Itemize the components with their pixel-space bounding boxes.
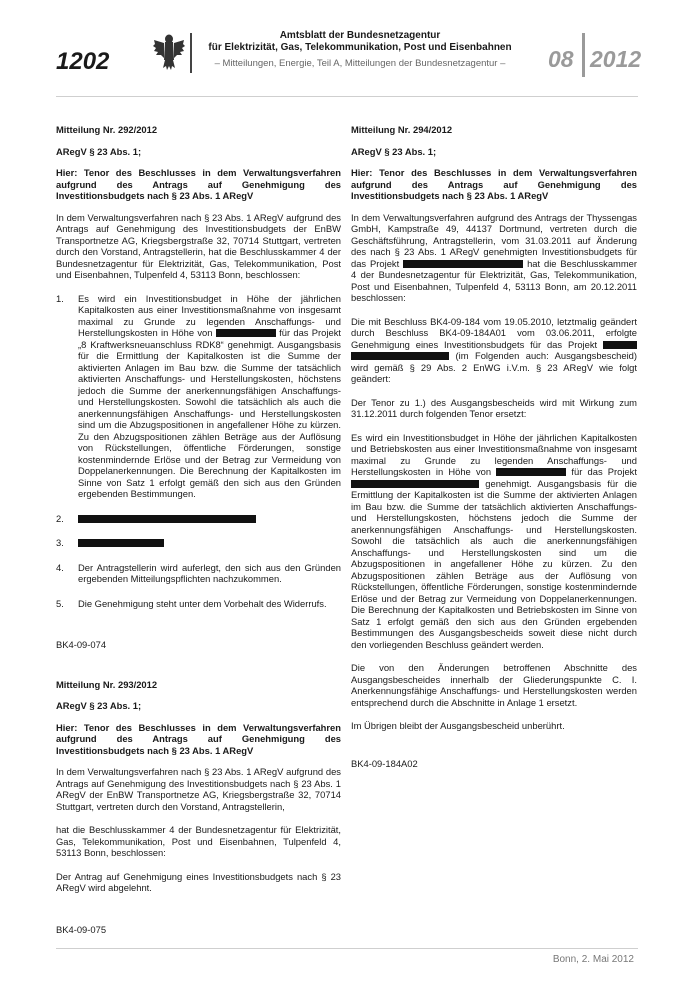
header-divider xyxy=(190,33,192,73)
item-text-cont: für das Projekt „8 Kraftwerksneuanschluss RDK8“ genehmigt. Ausgangsbasis für die Ermittlung der Kapitalkosten ist die Summe der aktivierten Anlagen im Bau bzw. die Summe der tatsächlich aktivierten Anschaffungs- und Herstellungskosten, höchstens jedoch die Summe der anerkennungsfähigen Anschaffungs- und Herstellungskosten. Sowohl die tatsächlich als auch die anerkennungsfähigen Anschaffungs- und Herstellungskosten sind um die Abzugspositionen in angefallener Höhe zu kürzen. Zu den Abzugspositionen zählen Beträge aus der Auflösung von Rückstellungen, öffentliche Förderungen, sonstige kostenmindernde Erlöse und der Betrag zur Vermeidung von Doppelanerkennungen. Die Berechnung der Kapitalkosten im Sinne von Satz 1 erfolgt gemäß den sich aus den Gründen ergebenden Bestimmungen. xyxy=(78,327,341,499)
mitteilung-292-law: ARegV § 23 Abs. 1; xyxy=(56,145,142,157)
redaction-bar xyxy=(603,341,637,349)
page-number: 1202 xyxy=(56,48,110,75)
federal-eagle-icon xyxy=(152,30,186,74)
redaction-bar xyxy=(78,539,164,547)
item-number: 2. xyxy=(56,512,64,524)
redaction-bar xyxy=(403,260,523,268)
redaction-bar xyxy=(351,352,449,360)
mitteilung-292-intro: In dem Verwaltungsverfahren nach § 23 Abs. 1 ARegV aufgrund des Antrags auf Genehmigung des Investitionsbudgets der EnBW Transportnetze AG, Kriegsbergstraße 32, 70714 Stuttgart, vertreten durch den Vorstand, Antragstellerin, hat die Beschlusskammer 4 der Bundesnetzagentur für Elektrizität, Gas, Telekommunikation, Post und Eisenbahnen, Tulpenfeld 4, 53113 Bonn, beschlossen: xyxy=(56,211,341,280)
mitteilung-294-para1 xyxy=(351,212,637,304)
list-item xyxy=(56,292,341,500)
footer-rule xyxy=(56,948,638,949)
issue-year: 2012 xyxy=(590,46,642,72)
para-text: In dem Verwaltungsverfahren aufgrund des Antrags der Thyssengas GmbH, Kampstraße 49, 44137 Dortmund, vertreten durch die Geschäftsführung, Antragstellerin, vom 31.03.2011 auf Änderung des nach § 23 Abs. 1 ARegV genehmigten Investitionsbudgets für das Projekt xyxy=(351,211,637,269)
mitteilung-293-para2: hat die Beschlusskammer 4 der Bundesnetzagentur für Elektrizität, Gas, Telekommunikation, Post und Eisenbahnen, Tulpenfeld 4, 53113 Bonn, beschlossen: xyxy=(56,824,341,858)
para-text-cont: genehmigt. Ausgangsbasis für die Ermittlung der Kapitalkosten ist die Summe der aktivierten Anlagen im Bau bzw. die Summe der tatsächlich aktivierten Anschaffungs- und Herstellungskosten, höchstens jedoch die Summe der anerkennungsfähigen Anschaffungs- und Herstellungskosten. Sowohl die tatsächlich als auch die anerkennungsfähigen Anschaffungs- und Herstellungskosten sind um die Abzugspositionen in angefallener Höhe zu kürzen. Zu den Abzugspositionen zählen Beträge aus der Auflösung von Rückstellungen, öffentliche Förderungen, sonstige kostenmindernde Erlöse und der Betrag zur Vermeidung von Doppelanerkennungen. Die Berechnung der Kapitalkosten und Betriebskosten im Sinne von Satz 1 erfolgt gemäß den sich aus den Gründen ergebenden Bestimmungen des Ausgangsbescheids soweit diese nicht durch den vorliegenden Beschluss geändert werden. xyxy=(351,477,638,650)
list-item xyxy=(56,597,341,610)
para-text: Es wird ein Investitionsbudget in Höhe der jährlichen Kapitalkosten und Betriebskosten aus einer Investitionsmaßnahme von insgesamt maximal zu Grunde zu legenden Anschaffungs- und Herstellungskosten in Höhe von xyxy=(351,431,637,477)
redaction-bar xyxy=(351,480,479,488)
mitteilung-294-subject: Hier: Tenor des Beschlusses in dem Verwaltungsverfahren aufgrund des Antrags auf Genehmigung des Investitionsbudgets nach § 23 Abs. 1 ARegV xyxy=(351,167,637,201)
para-text: für das Projekt xyxy=(571,466,637,477)
item-number: 1. xyxy=(56,292,64,304)
para-text-cont: hat die Beschlusskammer 4 der Bundesnetzagentur für Elektrizität, Gas, Telekommunikation, Post und Eisenbahnen, Tulpenfeld 4, 53113 Bonn, am 20.12.2011 beschlossen: xyxy=(351,257,638,303)
footer-date: Bonn, 2. Mai 2012 xyxy=(552,954,634,965)
para-text-cont: (im Folgenden auch: Ausgangsbescheid) wird gemäß § 29 Abs. 2 EnWG i.V.m. § 23 ARegV wie folgt geändert: xyxy=(351,350,637,384)
item-text: Es wird ein Investitionsbudget in Höhe der jährlichen Kapitalkosten aus einer Investitionsmaßnahme von insgesamt maximal zu Grunde zu legenden Anschaffungs- und Herstellungskosten in Höhe von xyxy=(78,292,341,338)
mitteilung-294-para4 xyxy=(351,432,637,651)
mitteilung-293-para3: Der Antrag auf Genehmigung eines Investitionsbudgets nach § 23 ARegV wird abgelehnt. xyxy=(56,870,341,893)
list-item xyxy=(56,561,341,585)
mitteilung-294-reference: BK4-09-184A02 xyxy=(351,757,418,769)
mitteilung-293-subject: Hier: Tenor des Beschlusses in dem Verwaltungsverfahren aufgrund des Antrags auf Genehmigung des Investitionsbudgets nach § 23 Abs. 1 ARegV xyxy=(56,721,341,756)
item-text: Die Genehmigung steht unter dem Vorbehalt des Widerrufs. xyxy=(78,597,327,609)
mitteilung-292-items xyxy=(56,293,341,610)
list-item xyxy=(56,512,341,525)
mitteilung-294-heading: Mitteilung Nr. 294/2012 xyxy=(351,124,453,135)
item-number: 4. xyxy=(56,561,64,573)
mitteilung-293-law: ARegV § 23 Abs. 1; xyxy=(56,700,142,711)
list-item xyxy=(56,537,341,549)
issue-divider xyxy=(582,33,585,77)
item-number: 3. xyxy=(56,537,64,548)
publication-title-line2: für Elektrizität, Gas, Telekommunikation, Post und Eisenbahnen xyxy=(208,42,512,53)
mitteilung-294-law: ARegV § 23 Abs. 1; xyxy=(351,145,437,157)
issue-number: 08 xyxy=(548,46,574,72)
item-number: 5. xyxy=(56,597,64,609)
para-text: Die mit Beschluss BK4-09-184 vom 19.05.2010, letztmalig geändert durch Beschluss BK4-09-184A01 vom 03.06.2011, erfolgte Genehmigung eines Investitionsbudgets für das Projekt xyxy=(351,315,637,350)
mitteilung-292-heading: Mitteilung Nr. 292/2012 xyxy=(56,124,158,135)
mitteilung-293-reference: BK4-09-075 xyxy=(56,923,107,935)
publication-subtitle: – Mitteilungen, Energie, Teil A, Mitteilungen der Bundesnetzagentur – xyxy=(214,58,506,69)
redaction-bar xyxy=(78,515,256,523)
mitteilung-292-subject: Hier: Tenor des Beschlusses in dem Verwaltungsverfahren aufgrund des Antrags auf Genehmigung des Investitionsbudgets nach § 23 Abs. 1 ARegV xyxy=(56,167,341,201)
publication-title: Amtsblatt der Bundesnetzagentur xyxy=(279,30,441,41)
left-column xyxy=(56,124,341,947)
item-text: Der Antragstellerin wird auferlegt, den sich aus den Gründen ergebenden Mitteilungspflichten nachzukommen. xyxy=(78,561,341,584)
redaction-bar xyxy=(496,468,566,476)
mitteilung-293-para1: In dem Verwaltungsverfahren nach § 23 Abs. 1 ARegV aufgrund des Antrags auf Genehmigung des Investitionsbudgets nach § 23 Abs. 1 ARegV der EnBW Transportnetze AG, Kriegsbergstraße 32, 70714 Stuttgart, vertreten durch den Vorstand, Antragstellerin, xyxy=(56,766,341,812)
right-column xyxy=(351,124,637,781)
header-rule xyxy=(56,96,638,97)
mitteilung-294-para6: Im Übrigen bleibt der Ausgangsbescheid unberührt. xyxy=(351,720,565,731)
mitteilung-293-heading: Mitteilung Nr. 293/2012 xyxy=(56,678,158,690)
mitteilung-294-para5: Die von den Änderungen betroffenen Abschnitte des Ausgangsbescheides innerhalb der Gliederungspunkte C. I. Anerkennungsfähige Anschaffungs- und Herstellungskosten werden entsprechend durch die Abschnitte in Anlage 1 ersetzt. xyxy=(351,662,637,708)
mitteilung-294-para3: Der Tenor zu 1.) des Ausgangsbescheids wird mit Wirkung zum 31.12.2011 durch folgenden Tenor ersetzt: xyxy=(351,396,637,419)
mitteilung-292-reference: BK4-09-074 xyxy=(56,639,107,650)
redaction-bar xyxy=(216,329,276,337)
mitteilung-294-para2 xyxy=(351,316,637,385)
